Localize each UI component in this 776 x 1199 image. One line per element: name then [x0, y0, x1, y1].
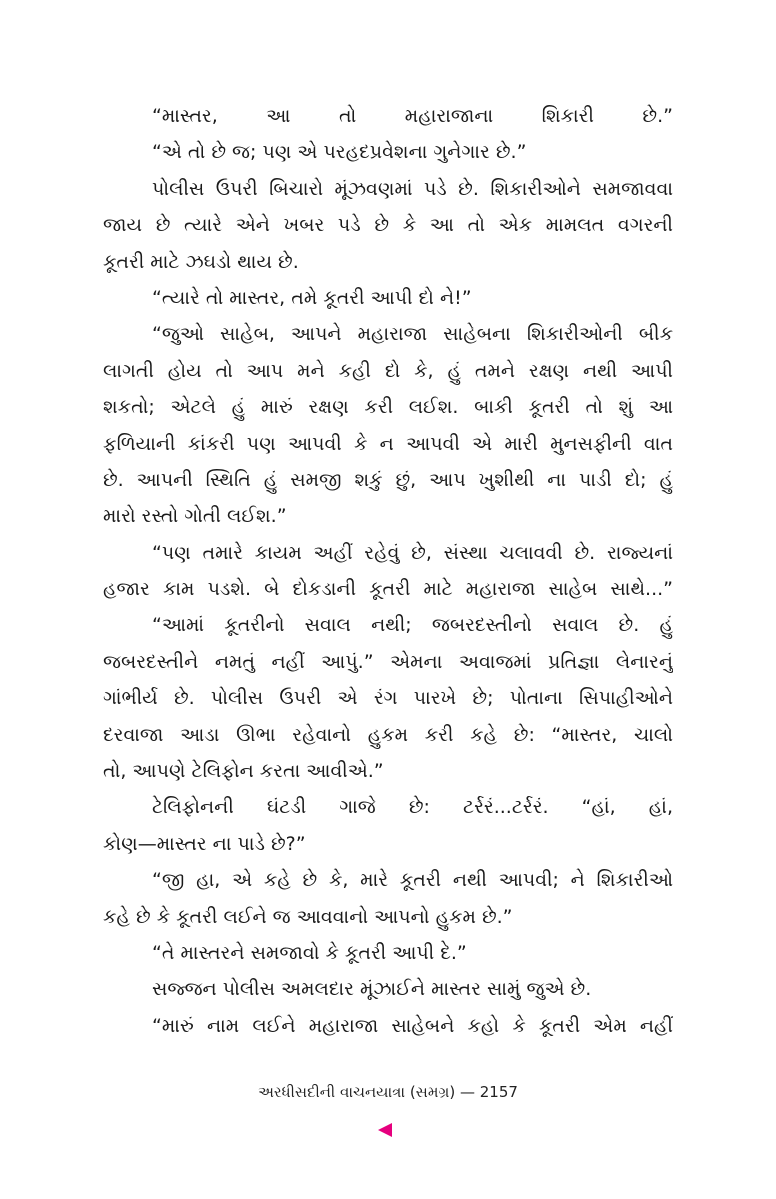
text-line: હજાર કામ પડશે. બે દોકડાની કૂતરી માટે મહારાજા સાહેબ સાથે...” [103, 578, 673, 601]
text-line: “ત્યારે તો માસ્તર, તમે કૂતરી આપી દો ને!” [152, 286, 472, 309]
text-line: “જુઓ સાહેબ, આપને મહારાજા સાહેબના શિકારીઓની બીક [152, 323, 673, 346]
text-line: “મારું નામ લઈને મહારાજા સાહેબને કહો કે કૂતરી એમ નહીં [152, 1014, 673, 1037]
text-line: “આમાં કૂતરીનો સવાલ નથી; જબરદસ્તીનો સવાલ છે. હું [152, 614, 673, 637]
text-line: “તે માસ્તરને સમજાવો કે કૂતરી આપી દે.” [152, 941, 467, 964]
text-line: “એ તો છે જ; પણ એ પરહદપ્રવેશના ગુનેગાર છે.” [152, 141, 527, 164]
text-line: દરવાજા આડા ઊભા રહેવાનો હુકમ કરી કહે છે: “માસ્તર, ચાલો [103, 723, 673, 746]
text-line: ટેલિફોનની ઘંટડી ગાજે છે: ટર્રરં...ટર્રરં. “હાં, હાં, [152, 796, 673, 819]
text-line: પોલીસ ઉપરી બિચારો મૂંઝવણમાં પડે છે. શિકારીઓને સમજાવવા [152, 177, 673, 200]
text-line: જબરદસ્તીને નમતું નહીં આપું.” એમના અવાજમાં પ્રતિજ્ઞા લેનારનું [103, 650, 673, 673]
text-line: “માસ્તર, આ તો મહારાજાના શિકારી છે.” [152, 105, 673, 127]
text-line: તો, આપણે ટેલિફોન કરતા આવીએ.” [103, 760, 384, 783]
text-line: ગાંભીર્ય છે. પોલીસ ઉપરી એ રંગ પારખે છે; પોતાના સિપાહીઓને [103, 687, 673, 710]
text-line: કોણ—માસ્તર ના પાડે છે?” [103, 832, 306, 855]
text-line: લાગતી હોય તો આપ મને કહી દો કે, હું તમને રક્ષણ નથી આપી [103, 359, 673, 382]
text-line: કહે છે કે કૂતરી લઈને જ આવવાનો આપનો હુકમ છે.” [103, 905, 513, 928]
text-line: સજ્જન પોલીસ અમલદાર મૂંઝાઈને માસ્તર સામું જુએ છે. [152, 978, 592, 1001]
text-line: “જી હા, એ કહે છે કે, મારે કૂતરી નથી આપવી; ને શિકારીઓ [152, 869, 673, 892]
text-line: મારો રસ્તો ગોતી લઈશ.” [103, 505, 287, 528]
text-line: શકતો; એટલે હું મારું રક્ષણ કરી લઈશ. બાકી કૂતરી તો શું આ [103, 396, 673, 419]
left-triangle-icon[interactable] [378, 1123, 392, 1137]
text-line: જાય છે ત્યારે એને ખબર પડે છે કે આ તો એક મામલત વગરની [103, 214, 673, 237]
text-line: “પણ તમારે કાયમ અહીં રહેવું છે, સંસ્થા ચલાવવી છે. રાજ્યનાં [152, 541, 673, 564]
text-line: કૂતરી માટે ઝઘડો થાય છે. [103, 250, 299, 273]
body-text [103, 98, 673, 1044]
text-line: ફળિયાની કાંકરી પણ આપવી કે ન આપવી એ મારી મુનસફીની વાત [103, 432, 673, 455]
text-line: છે. આપની સ્થિતિ હું સમજી શકું છું, આપ ખુશીથી ના પાડી દો; હું [103, 468, 673, 491]
page-footer: અરધીસદીની વાચનયાત્રા (સમગ્ર) — 2157 [258, 1083, 518, 1101]
